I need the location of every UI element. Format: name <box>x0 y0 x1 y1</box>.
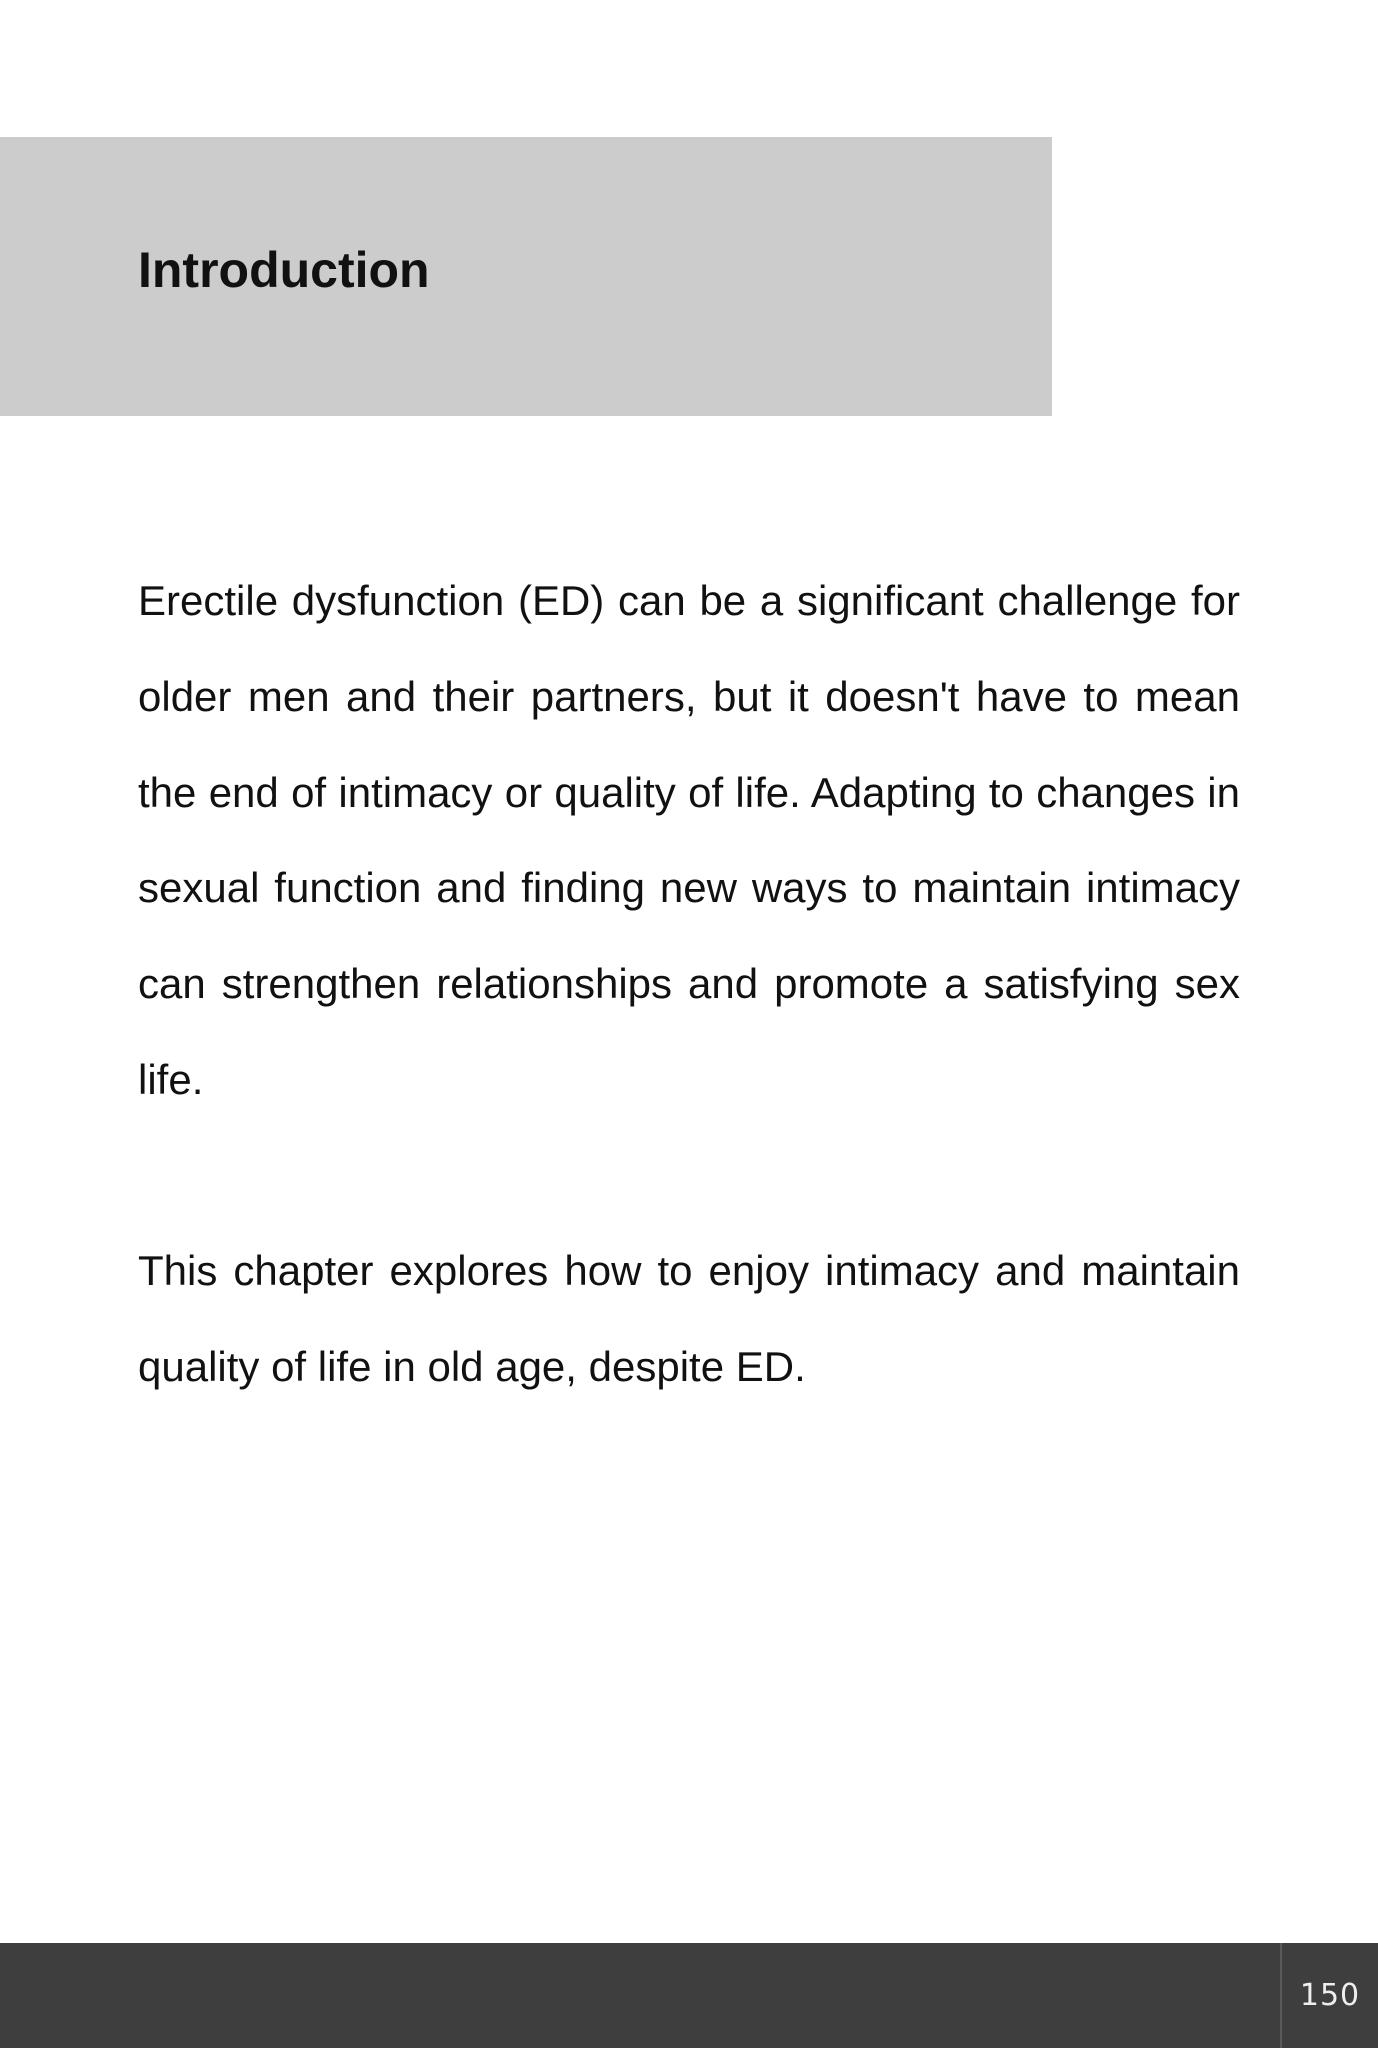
section-title: Introduction <box>138 242 430 298</box>
page-number: 150 <box>1299 1978 1361 2013</box>
page-footer <box>0 1943 1378 2048</box>
body-paragraph: Erectile dysfunction (ED) can be a significant challenge for older men and their partners, but it doesn't have to mean the end of intimacy or quality of life. Adapting to changes in sexual function and finding new ways to maintain intimacy can strengthen relationships and promote a satisfying sex life. <box>138 577 1240 1103</box>
page-number-box <box>1280 1943 1378 2048</box>
body-paragraph: This chapter explores how to enjoy intimacy and maintain quality of life in old age, despite ED. <box>138 1246 1240 1390</box>
body-content <box>138 553 1240 1414</box>
